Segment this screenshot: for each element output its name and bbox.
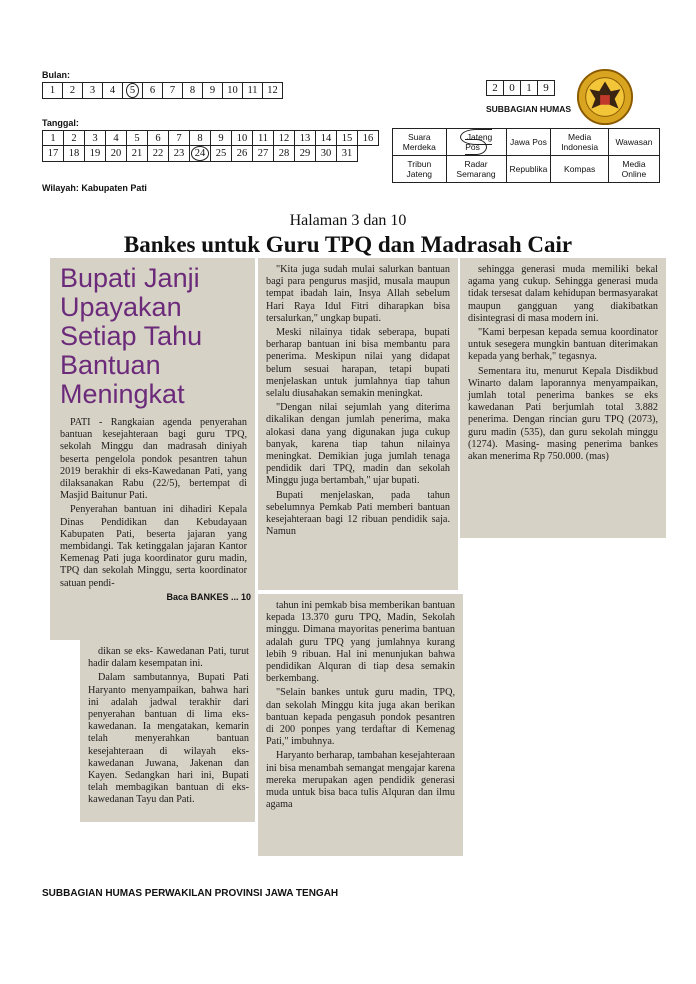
bulan-label: Bulan: bbox=[42, 70, 70, 80]
page-reference: Halaman 3 dan 10 bbox=[289, 212, 407, 229]
day-cell: 6 bbox=[148, 131, 169, 146]
media-cell: Radar Semarang bbox=[446, 156, 506, 183]
paragraph: Sementara itu, menurut Kepala Disdikbud Winarto dalam laporannya menyampaikan, jumlah total penerima bankes se eks kawedanan Pati berjumlah total 3.882 penerima. Dengan rincian guru TPQ (2073), guru madin (535), dan guru sekolah minggu (1274). Masing- masing penerima bankes akan menerima Rp 750.000. (mas) bbox=[468, 365, 658, 463]
day-cell: 5 bbox=[127, 131, 148, 146]
paragraph: Bupati menjelaskan, pada tahun sebelumnya Pemkab Pati memberi bantuan kesejahteraan bagi 12 ribuan pendidik saja. Namun bbox=[266, 489, 450, 538]
paragraph: tahun ini pemkab bisa memberikan bantuan kepada 13.370 guru TPQ, Madin, Sekolah minggu. Dimana mayoritas penerima bantuan adalah guru TPQ yang jumlahnya kurang lebih 9 ribuan. Hal ini menunjukan bahwa pendidikan Alquran di tiap desa semakin berkembang. bbox=[266, 600, 455, 685]
footer-label: SUBBAGIAN HUMAS PERWAKILAN PROVINSI JAWA TENGAH bbox=[42, 888, 339, 899]
day-cell: 16 bbox=[358, 131, 379, 146]
media-cell: Republika bbox=[506, 156, 551, 183]
paragraph: Penyerahan bantuan ini dihadiri Kepala Dinas Pendidikan dan Kebudayaan Kabupaten Pati, beserta jajaran yang membidangi. Tak ketinggalan jajaran Kantor Kemenag Pati juga koordinator guru madin, TPQ dan sekolah Minggu, serta koordinator satuan pendi- bbox=[60, 504, 247, 589]
month-cell: 6 bbox=[143, 83, 163, 99]
year-box bbox=[486, 80, 555, 96]
day-cell: 10 bbox=[232, 131, 253, 146]
clip-column-3 bbox=[460, 258, 666, 538]
year-digit: 2 bbox=[487, 81, 504, 96]
day-cell: 22 bbox=[148, 146, 169, 162]
paragraph: sehingga generasi muda memiliki bekal agama yang cukup. Sehingga generasi muda tidak tersesat dalam kehidupan bermasyarakat maupun gangguan yang diakibatkan disintegrasi di masa modern ini. bbox=[468, 264, 658, 324]
clip-column-1b bbox=[80, 640, 255, 822]
day-grid bbox=[42, 130, 379, 162]
media-cell: Kompas bbox=[551, 156, 609, 183]
paragraph: dikan se eks- Kawedanan Pati, turut hadir dalam kesempatan ini. bbox=[88, 646, 249, 670]
day-cell: 21 bbox=[127, 146, 148, 162]
day-cell: 28 bbox=[274, 146, 295, 162]
day-cell: 4 bbox=[106, 131, 127, 146]
tanggal-label: Tanggal: bbox=[42, 118, 79, 128]
day-cell: 31 bbox=[337, 146, 358, 162]
paragraph: "Dengan nilai sejumlah yang diterima dikalikan dengan jumlah penerima, maka alokasi dana yang digunakan juga cukup banyak, karena tiap tahun nilainya meningkat. Demikian juga jumlah tenaga pendidik dari TPQ, madin dan sekolah Minggu juga bertambah," ujar bupati. bbox=[266, 402, 450, 487]
day-cell: 27 bbox=[253, 146, 274, 162]
media-table bbox=[392, 128, 660, 183]
day-cell: 20 bbox=[106, 146, 127, 162]
day-cell: 17 bbox=[43, 146, 64, 162]
paragraph: PATI - Rangkaian agenda penyerahan bantuan kesejahteraan bagi guru TPQ, sekolah Minggu dan madrasah diniyah beserta pengelola pondok pesantren tahun 2019 berakhir di eks-Kawedanan Pati, yang dilaksanakan Rabu (22/5), bertempat di Masjid Baitunur Pati. bbox=[60, 417, 247, 502]
paragraph: "Selain bankes untuk guru madin, TPQ, dan sekolah Minggu kita juga akan berikan bantuan kepada pengasuh pondok pesantren di 200 ponpes yang terdaftar di Kemenag Pati," imbuhnya. bbox=[266, 687, 455, 748]
continued-marker: Baca BANKES ... 10 bbox=[166, 591, 251, 602]
garuda-logo-icon bbox=[576, 68, 634, 126]
wilayah-label: Wilayah: Kabupaten Pati bbox=[42, 183, 147, 193]
month-cell: 2 bbox=[63, 83, 83, 99]
day-cell: 26 bbox=[232, 146, 253, 162]
month-grid bbox=[42, 82, 283, 99]
day-cell: 7 bbox=[169, 131, 190, 146]
day-cell: 3 bbox=[85, 131, 106, 146]
paragraph: "Kita juga sudah mulai salurkan bantuan bagi para pengurus masjid, musala maupun tempat ibadah lain, Insya Allah sebelum Hari Raya Idul Fitri diharapkan bisa tersalurkan," ungkap bupati. bbox=[266, 264, 450, 324]
year-digit: 0 bbox=[504, 81, 521, 96]
paragraph: Dalam sambutannya, Bupati Pati Haryanto menyampaikan, bahwa hari ini adalah jadwal terakhir dari penyerahan bantuan di lima eks-kawedanan. Ia mengatakan, kemarin telah menyerahkan bantuan kesejahteraan di wilayah eks-kawedanan Juwana, Jakenan dan Kayen. Sedangkan hari ini, Bupati telah membagikan bantuan di eks-kawedanan Tayu dan Pati. bbox=[88, 672, 249, 806]
year-digit: 1 bbox=[521, 81, 538, 96]
paragraph: Haryanto berharap, tambahan kesejahteraan ini bisa menambah semangat mengajar karena mereka merupakan agen pendidik generasi muda untuk bisa baca tulis Alquran dan ilmu agama bbox=[266, 750, 455, 811]
year-digit: 9 bbox=[538, 81, 555, 96]
month-cell: 12 bbox=[263, 83, 283, 99]
media-cell: Jawa Pos bbox=[506, 129, 551, 156]
month-cell: 10 bbox=[223, 83, 243, 99]
month-cell: 5 bbox=[123, 83, 143, 99]
day-cell: 29 bbox=[295, 146, 316, 162]
month-cell: 8 bbox=[183, 83, 203, 99]
day-cell: 23 bbox=[169, 146, 190, 162]
day-cell: 8 bbox=[190, 131, 211, 146]
day-cell: 30 bbox=[316, 146, 337, 162]
paragraph: Meski nilainya tidak seberapa, bupati berharap bantuan ini bisa membantu para penerima. Meskipun nilai yang didapat belum sesuai harapan, tetapi bupati menjelaskan untuk jumlahnya tiap tahun selalu diusahakan semakin meningkat. bbox=[266, 327, 450, 400]
media-cell: Suara Merdeka bbox=[393, 129, 447, 156]
day-cell: 24 bbox=[190, 146, 211, 162]
month-cell: 11 bbox=[243, 83, 263, 99]
clip-column-1 bbox=[50, 258, 255, 640]
media-cell: Media Indonesia bbox=[551, 129, 609, 156]
clip-column-2b bbox=[258, 594, 463, 856]
day-cell: 1 bbox=[43, 131, 64, 146]
day-cell: 11 bbox=[253, 131, 274, 146]
day-cell: 9 bbox=[211, 131, 232, 146]
day-cell: 18 bbox=[64, 146, 85, 162]
day-cell: 14 bbox=[316, 131, 337, 146]
month-cell: 4 bbox=[103, 83, 123, 99]
media-cell: Jateng Pos bbox=[446, 129, 506, 156]
day-cell: 19 bbox=[85, 146, 106, 162]
clip-headline: Bupati Janji Upayakan Setiap Tahu Bantuan Meningkat bbox=[60, 263, 203, 409]
paragraph: "Kami berpesan kepada semua koordinator untuk sesegera mungkin bantuan diterimakan kepada yang berhak," tegasnya. bbox=[468, 327, 658, 363]
day-cell: 12 bbox=[274, 131, 295, 146]
day-cell: 2 bbox=[64, 131, 85, 146]
org-label: SUBBAGIAN HUMAS bbox=[486, 104, 571, 114]
article-title: Bankes untuk Guru TPQ dan Madrasah Cair bbox=[123, 232, 573, 257]
month-cell: 7 bbox=[163, 83, 183, 99]
day-cell: 25 bbox=[211, 146, 232, 162]
month-cell: 1 bbox=[43, 83, 63, 99]
month-cell: 3 bbox=[83, 83, 103, 99]
media-cell: Media Online bbox=[608, 156, 659, 183]
media-cell: Wawasan bbox=[608, 129, 659, 156]
day-cell: 15 bbox=[337, 131, 358, 146]
month-cell: 9 bbox=[203, 83, 223, 99]
media-cell: Tribun Jateng bbox=[393, 156, 447, 183]
clip-column-2 bbox=[258, 258, 458, 590]
day-cell: 13 bbox=[295, 131, 316, 146]
